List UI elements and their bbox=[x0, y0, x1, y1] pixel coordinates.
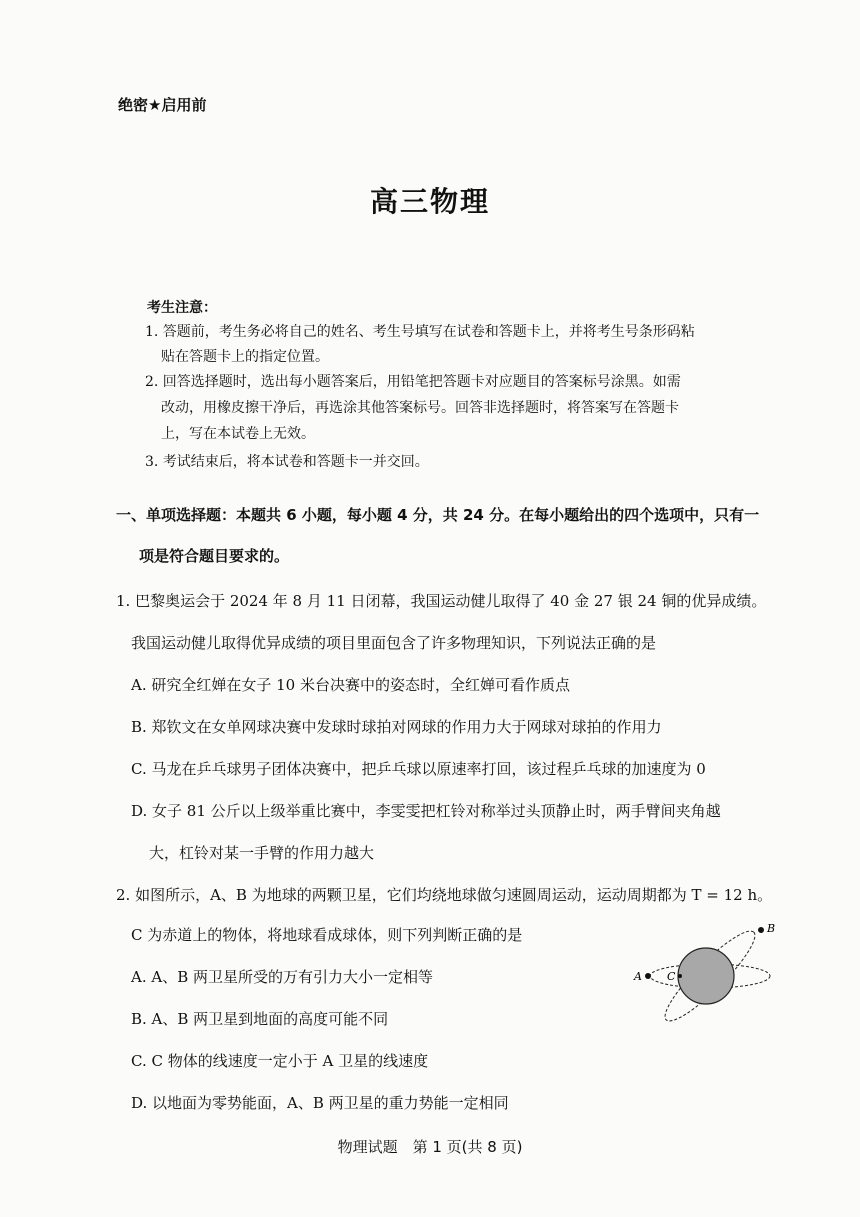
question-1-option-d-line-2: 大，杠铃对某一手臂的作用力越大 bbox=[149, 844, 375, 862]
orbit-diagram bbox=[628, 916, 778, 1036]
note-2-line-1: 2. 回答选择题时，选出每小题答案后，用铅笔把答题卡对应题目的答案标号涂黑。如需 bbox=[145, 374, 681, 390]
question-2-option-d: D. 以地面为零势能面，A、B 两卫星的重力势能一定相同 bbox=[131, 1094, 509, 1112]
question-2-option-c: C. C 物体的线速度一定小于 A 卫星的线速度 bbox=[131, 1052, 429, 1070]
question-2-option-a: A. A、B 两卫星所受的万有引力大小一定相等 bbox=[131, 968, 433, 986]
satellite-b bbox=[758, 927, 764, 933]
label-b: B bbox=[767, 922, 776, 935]
page-footer: 物理试题 第 1 页(共 8 页) bbox=[337, 1138, 523, 1156]
question-2-line-1: 2. 如图所示，A、B 为地球的两颗卫星，它们均绕地球做匀速圆周运动，运动周期都为 T = 12 h。 bbox=[116, 886, 773, 904]
section-heading-line-2: 项是符合题目要求的。 bbox=[139, 547, 290, 565]
question-1-line-1: 1. 巴黎奥运会于 2024 年 8 月 11 日闭幕，我国运动健儿取得了 40 金 27 银 24 铜的优异成绩。 bbox=[116, 592, 767, 610]
satellite-a bbox=[645, 973, 651, 979]
object-c bbox=[678, 974, 682, 978]
exam-title: 高三物理 bbox=[369, 185, 490, 218]
note-2-line-3: 上，写在本试卷上无效。 bbox=[161, 426, 315, 442]
question-1-option-d-line-1: D. 女子 81 公斤以上级举重比赛中，李雯雯把杠铃对称举过头顶静止时，两手臂间夹角越 bbox=[131, 802, 721, 820]
label-a: A bbox=[634, 970, 642, 983]
question-1-option-b: B. 郑钦文在女单网球决赛中发球时球拍对网球的作用力大于网球对球拍的作用力 bbox=[131, 718, 662, 736]
section-heading-line-1: 一、单项选择题：本题共 6 小题，每小题 4 分，共 24 分。在每小题给出的四个选项中，只有一 bbox=[116, 506, 760, 524]
note-1-line-2: 贴在答题卡上的指定位置。 bbox=[161, 349, 329, 365]
note-2-line-2: 改动，用橡皮擦干净后，再选涂其他答案标号。回答非选择题时，将答案写在答题卡 bbox=[161, 400, 679, 416]
notes-heading: 考生注意： bbox=[147, 300, 217, 316]
question-1-option-a: A. 研究全红婵在女子 10 米台决赛中的姿态时，全红婵可看作质点 bbox=[131, 676, 570, 694]
label-c: C bbox=[667, 970, 676, 983]
question-1-option-c: C. 马龙在乒乓球男子团体决赛中，把乒乓球以原速率打回，该过程乒乓球的加速度为 0 bbox=[131, 760, 706, 778]
note-1-line-1: 1. 答题前，考生务必将自己的姓名、考生号填写在试卷和答题卡上，并将考生号条形码粘 bbox=[145, 324, 695, 340]
question-2-line-2: C 为赤道上的物体，将地球看成球体，则下列判断正确的是 bbox=[131, 926, 523, 944]
confidential-label: 绝密★启用前 bbox=[118, 96, 207, 114]
earth bbox=[678, 948, 734, 1004]
question-2-option-b: B. A、B 两卫星到地面的高度可能不同 bbox=[131, 1010, 389, 1028]
note-3-line-1: 3. 考试结束后，将本试卷和答题卡一并交回。 bbox=[145, 454, 429, 470]
question-1-line-2: 我国运动健儿取得优异成绩的项目里面包含了许多物理知识，下列说法正确的是 bbox=[131, 634, 657, 652]
